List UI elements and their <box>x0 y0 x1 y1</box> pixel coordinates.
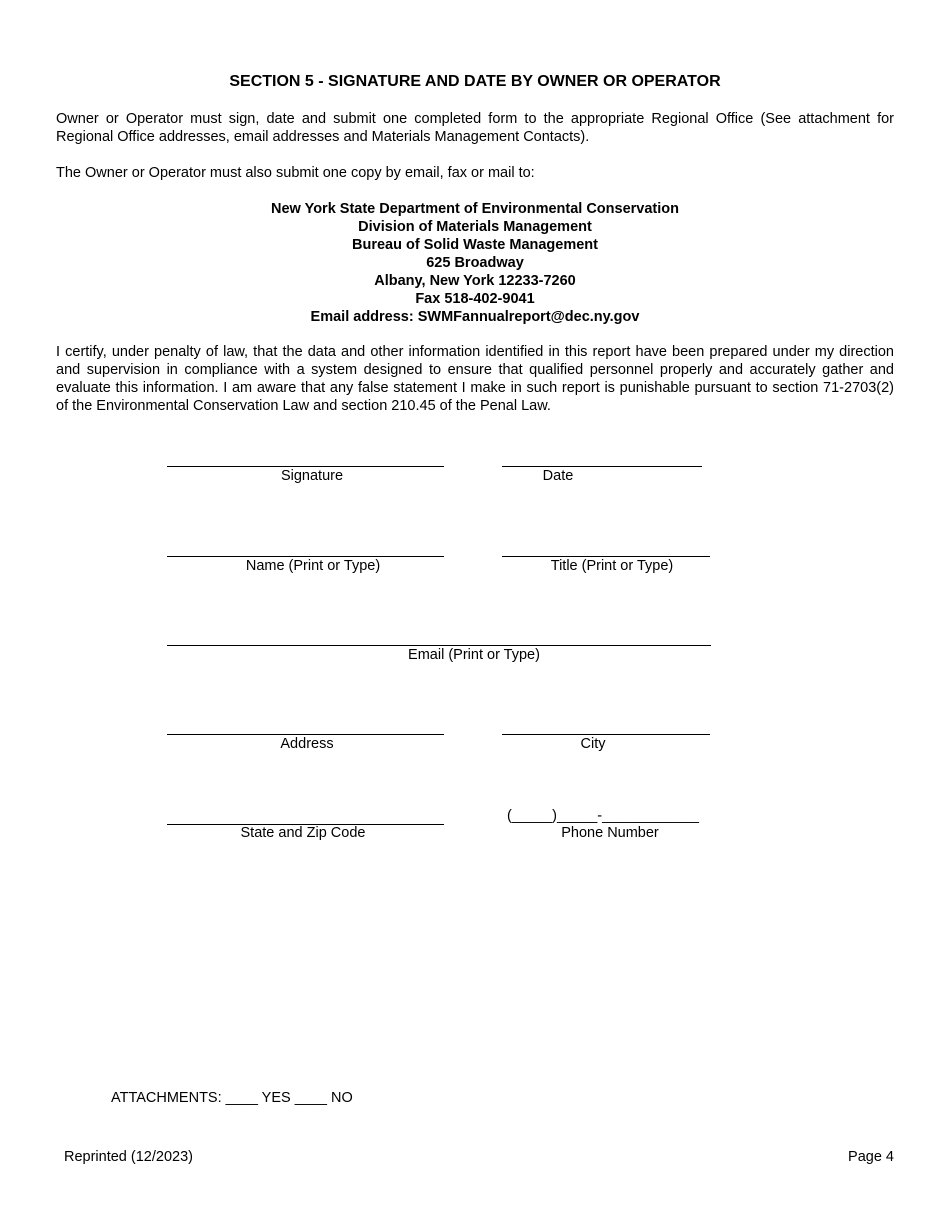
name-label: Name (Print or Type) <box>245 558 381 574</box>
date-line[interactable] <box>502 466 702 467</box>
mailing-address-block <box>0 200 950 326</box>
phone-number-label: Phone Number <box>561 825 659 841</box>
instructions-paragraph-1: Owner or Operator must sign, date and submit one completed form to the appropriate Regional Office (See attachment for Regional Office addresses, email addresses and Materials Management Contacts). <box>56 111 894 145</box>
address-line-division: Division of Materials Management <box>358 219 592 235</box>
city-label: City <box>580 736 606 752</box>
signature-label: Signature <box>280 468 344 484</box>
section-title: SECTION 5 - SIGNATURE AND DATE BY OWNER OR OPERATOR <box>229 73 721 90</box>
address-line-city: Albany, New York 12233-7260 <box>374 273 576 289</box>
certification-statement: I certify, under penalty of law, that the data and other information identified in this report have been prepared under my direction and supervision in compliance with a system designed to ensure that qualified personnel properly and accurately gather and evaluate this information. I am aware that any false statement I make in such report is punishable pursuant to section 71-2703(2) of the Environmental Conservation Law and section 210.45 of the Penal Law. <box>56 344 894 414</box>
state-zip-label: State and Zip Code <box>240 825 366 841</box>
address-label: Address <box>280 736 334 752</box>
phone-number-field[interactable]: (_____)_____-____________ <box>507 808 699 824</box>
address-line-street: 625 Broadway <box>426 255 524 271</box>
instructions-paragraph-2: The Owner or Operator must also submit one copy by email, fax or mail to: <box>56 165 535 181</box>
name-line[interactable] <box>167 556 444 557</box>
date-label: Date <box>542 468 574 484</box>
email-label: Email (Print or Type) <box>408 647 540 663</box>
email-line[interactable] <box>167 645 711 646</box>
page-number: Page 4 <box>848 1149 894 1165</box>
address-line-fax: Fax 518-402-9041 <box>415 291 535 307</box>
address-line[interactable] <box>167 734 444 735</box>
address-line-agency: New York State Department of Environmental Conservation <box>271 201 679 217</box>
title-line[interactable] <box>502 556 710 557</box>
title-label: Title (Print or Type) <box>550 558 674 574</box>
attachments-yes-no[interactable]: ATTACHMENTS: ____ YES ____ NO <box>111 1090 353 1106</box>
address-line-email: Email address: SWMFannualreport@dec.ny.gov <box>310 309 640 325</box>
address-line-bureau: Bureau of Solid Waste Management <box>352 237 598 253</box>
city-line[interactable] <box>502 734 710 735</box>
reprinted-date: Reprinted (12/2023) <box>64 1149 193 1165</box>
signature-line[interactable] <box>167 466 444 467</box>
